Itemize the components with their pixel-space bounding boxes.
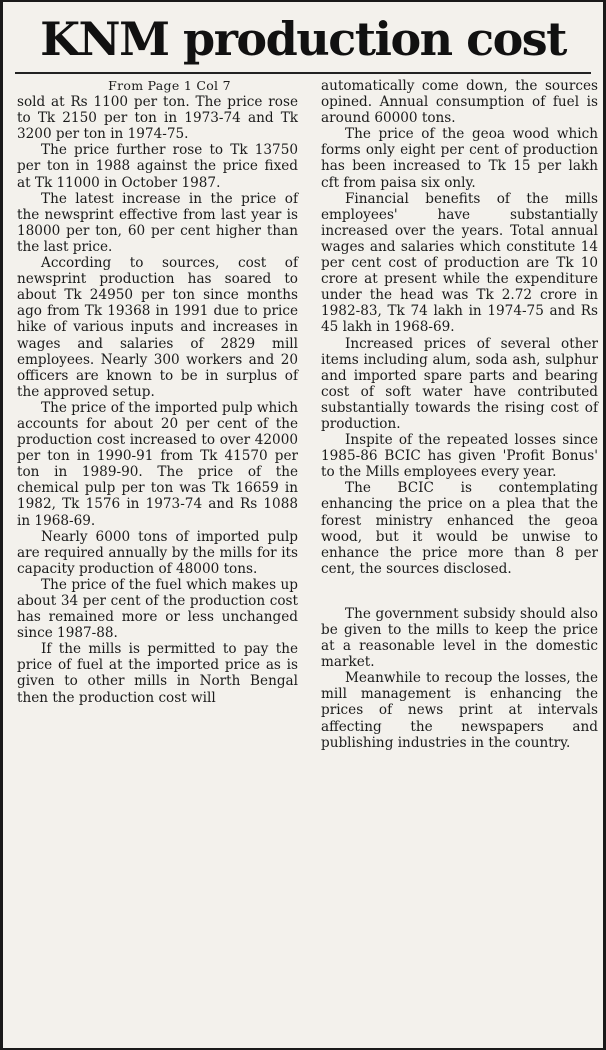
paragraph: automatically come down, the sources opined. Annual consumption of fuel is around 60000 tons. (321, 78, 598, 127)
paragraph: The price further rose to Tk 13750 per ton in 1988 against the price fixed at Tk 11000 in October 1987. (17, 142, 298, 191)
paragraph: The price of the geoa wood which forms only eight per cent of production has been increased to Tk 15 per lakh cft from paisa six only. (321, 126, 598, 191)
paragraph: Financial benefits of the mills employees' have substantially increased over the years. Total annual wages and salaries which constitute 14 per cent cost of production are Tk 10 crore at present while the expenditure under the head was Tk 2.72 crore in 1982-83, Tk 74 lakh in 1974-75 and Rs 45 lakh in 1968-69. (321, 190, 598, 336)
paragraph: The BCIC is contemplating enhancing the price on a plea that the forest ministry enhanced the geoa wood, but it would be unwise to enhance the price more than 8 per cent, the sources disclosed. (321, 480, 598, 577)
paragraph: Meanwhile to recoup the losses, the mill management is enhancing the prices of news print at intervals affecting the newspapers and publishing industries in the country. (321, 670, 598, 751)
headline: KNM production cost (40, 12, 566, 66)
column-gap (321, 577, 598, 606)
paragraph: The latest increase in the price of the newsprint effective from last year is 18000 per ton, 60 per cent higher than the last price. (17, 190, 298, 255)
paragraph: Nearly 6000 tons of imported pulp are required annually by the mills for its capacity production of 48000 tons. (17, 528, 298, 577)
right-column (321, 78, 598, 751)
paragraph: Increased prices of several other items including alum, soda ash, sulphur and imported spare parts and bearing cost of soft water have contributed substantially towards the rising cost of production. (321, 335, 598, 432)
paragraph: If the mills is permitted to pay the price of fuel at the imported price as is given to other mills in North Bengal then the production cost will (17, 641, 298, 706)
paragraph: According to sources, cost of newsprint production has soared to about Tk 24950 per ton since months ago from Tk 19368 in 1991 due to price hike of various inputs and increases in wages and salaries of 2829 mill employees. Nearly 300 workers and 20 officers are known to be in surplus of the approved setup. (17, 255, 298, 400)
headline-rule (15, 72, 591, 74)
paragraph: sold at Rs 1100 per ton. The price rose to Tk 2150 per ton in 1973-74 and Tk 3200 per ton in 1974-75. (17, 94, 298, 143)
paragraph: Inspite of the repeated losses since 1985-86 BCIC has given 'Profit Bonus' to the Mills employees every year. (321, 432, 598, 481)
paragraph: The price of the fuel which makes up about 34 per cent of the production cost has remained more or less unchanged since 1987-88. (17, 576, 298, 642)
left-column (17, 78, 298, 706)
paragraph: The price of the imported pulp which accounts for about 20 per cent of the production cost increased to over 42000 per ton in 1990-91 from Tk 41570 per ton in 1989-90. The price of the chemical pulp per ton was Tk 16659 in 1982, Tk 1576 in 1973-74 and Rs 1088 in 1968-69. (17, 399, 298, 529)
jump-line: From Page 1 Col 7 (108, 78, 231, 93)
paragraph: The government subsidy should also be given to the mills to keep the price at a reasonable level in the domestic market. (321, 605, 598, 671)
